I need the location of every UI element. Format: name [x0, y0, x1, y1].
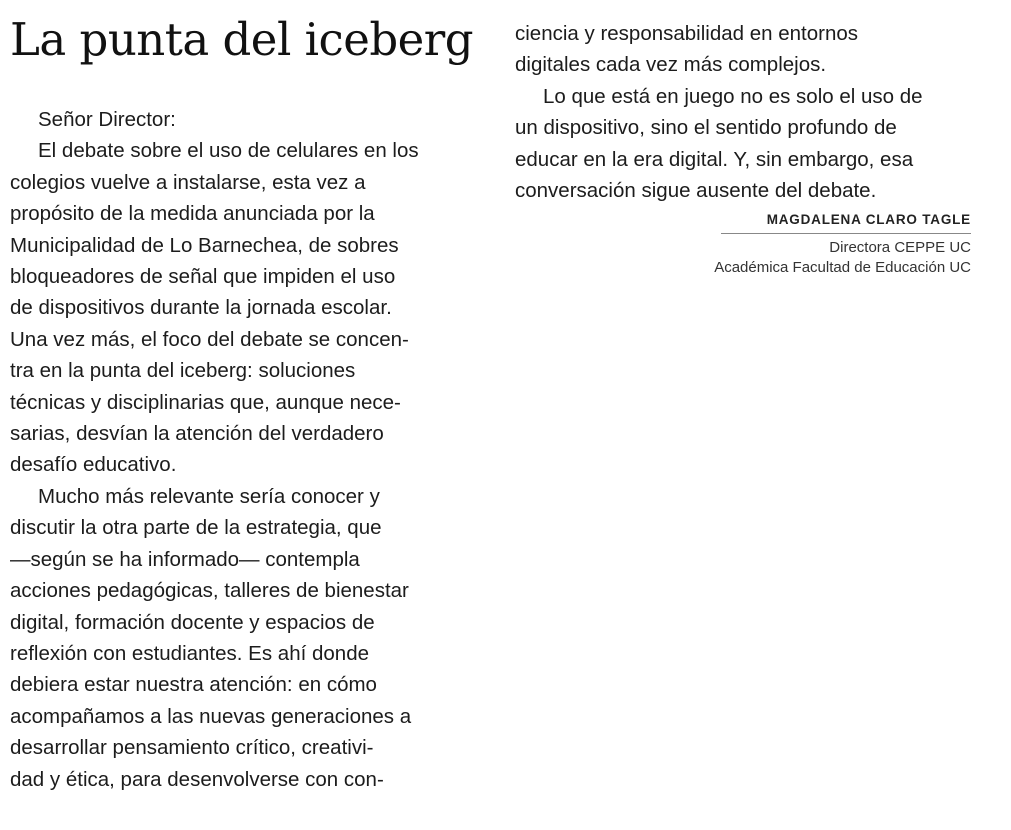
body-line: Mucho más relevante sería conocer y [38, 484, 380, 508]
salutation: Señor Director: [38, 108, 176, 131]
body-line: colegios vuelve a instalarse, esta vez a [10, 170, 366, 194]
body-line: educar en la era digital. Y, sin embargo, esa [515, 147, 914, 171]
body-line: digital, formación docente y espacios de [10, 610, 375, 634]
body-line: debiera estar nuestra atención: en cómo [10, 673, 377, 697]
right-column [515, 18, 975, 278]
signature-divider [721, 233, 971, 234]
body-line: ciencia y responsabilidad en entornos [515, 22, 859, 45]
left-column [10, 14, 472, 795]
body-line: desarrollar pensamiento crítico, creativi- [10, 736, 374, 760]
body-line: técnicas y disciplinarias que, aunque nece- [10, 390, 401, 414]
left-body [10, 104, 472, 795]
body-line: dad y ética, para desenvolverse con con- [10, 767, 384, 791]
body-line: propósito de la medida anunciada por la [10, 202, 375, 226]
body-line: desafío educativo. [10, 453, 177, 477]
body-line: Municipalidad de Lo Barnechea, de sobres [10, 233, 399, 257]
author-name: MAGDALENA CLARO TAGLE [766, 212, 971, 228]
body-line: Una vez más, el foco del debate se concen- [10, 327, 409, 351]
right-body [515, 18, 975, 206]
body-line: de dispositivos durante la jornada escolar. [10, 296, 392, 320]
article-title: La punta del iceberg [10, 13, 474, 66]
signature-block [515, 210, 975, 278]
body-line: Lo que está en juego no es solo el uso de [543, 84, 923, 108]
body-line: acompañamos a las nuevas generaciones a [10, 704, 412, 728]
body-line: un dispositivo, sino el sentido profundo de [515, 116, 897, 140]
body-line: reflexión con estudiantes. Es ahí donde [10, 641, 369, 665]
body-line: discutir la otra parte de la estrategia, que [10, 516, 382, 540]
author-role: Directora CEPPE UC [829, 239, 971, 257]
body-line: sarias, desvían la atención del verdadero [10, 422, 384, 446]
author-affiliation: Académica Facultad de Educación UC [714, 259, 971, 277]
body-line: conversación sigue ausente del debate. [515, 179, 877, 203]
body-line: acciones pedagógicas, talleres de bienestar [10, 579, 409, 603]
body-line: El debate sobre el uso de celulares en los [38, 139, 419, 163]
body-line: bloqueadores de señal que impiden el uso [10, 265, 396, 289]
body-line: digitales cada vez más complejos. [515, 53, 827, 77]
body-line: —según se ha informado— contempla [10, 547, 360, 571]
body-line: tra en la punta del iceberg: soluciones [10, 359, 356, 383]
